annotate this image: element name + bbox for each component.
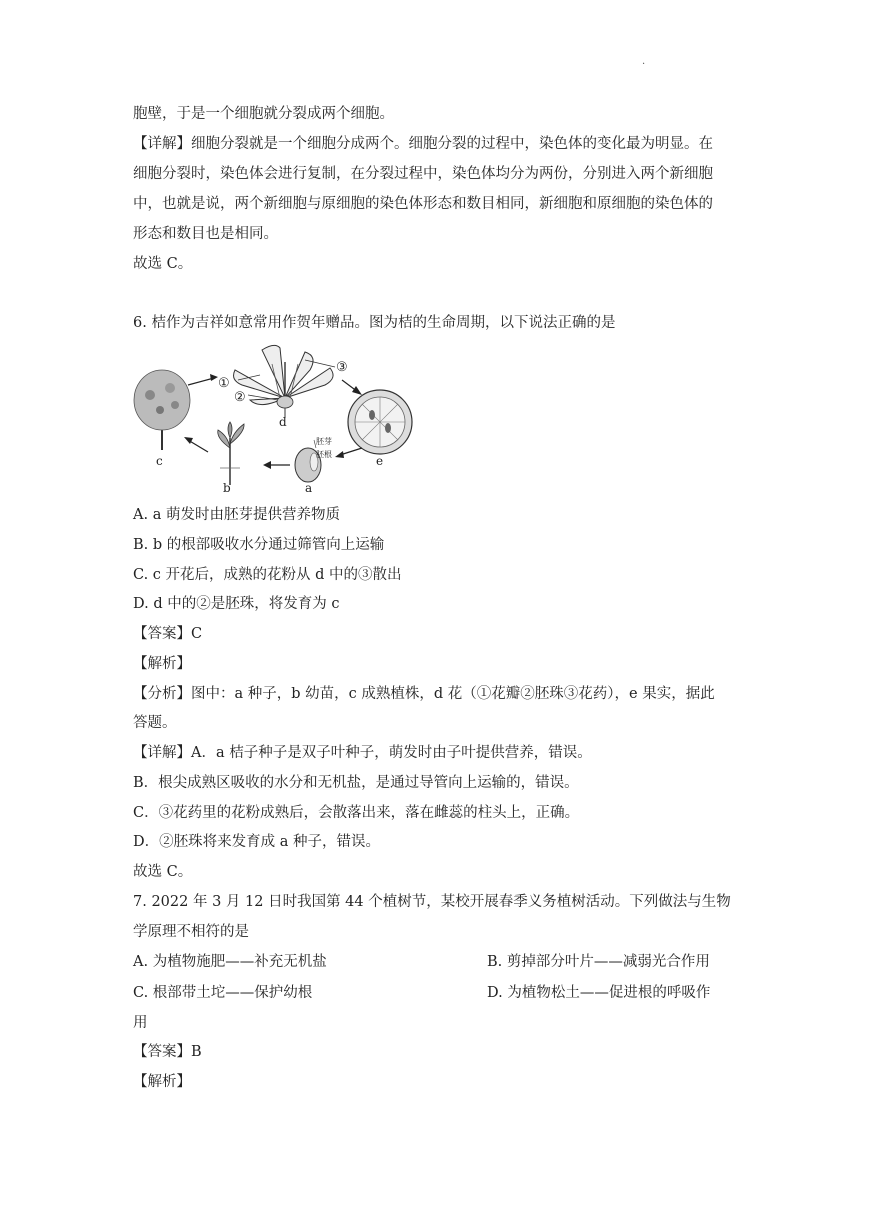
q6-analysis-line: D．②胚珠将来发育成 a 种子，错误。 — [133, 834, 380, 850]
q7-option-c: C. 根部带土坨——保护幼根 — [133, 985, 313, 1001]
text-line: 中，也就是说，两个新细胞与原细胞的染色体形态和数目相同，新细胞和原细胞的染色体的 — [133, 196, 713, 212]
q7-option-a: A. 为植物施肥——补充无机盐 — [133, 954, 327, 970]
seedling-illustration — [218, 422, 244, 485]
q7-answer: 【答案】B — [133, 1044, 202, 1060]
q6-option-d: D. d 中的②是胚珠，将发育为 c — [133, 596, 340, 612]
q6-analysis-line: 答题。 — [133, 715, 177, 731]
mature-plant-illustration — [134, 370, 190, 450]
text-line: 细胞分裂时，染色体会进行复制，在分裂过程中，染色体均分为两份，分别进入两个新细胞 — [133, 166, 713, 182]
page-marker: . — [642, 56, 646, 67]
q6-option-c: C. c 开花后，成熟的花粉从 d 中的③散出 — [133, 567, 402, 583]
text-line: 故选 C。 — [133, 256, 193, 272]
question-7-stem-cont: 学原理不相符的是 — [133, 924, 249, 940]
q6-answer: 【答案】C — [133, 626, 203, 642]
label-1: ① — [218, 376, 230, 391]
label-c: c — [156, 454, 163, 468]
q7-option-d: D. 为植物松土——促进根的呼吸作 — [487, 985, 711, 1001]
q6-option-b: B. b 的根部吸收水分通过筛管向上运输 — [133, 537, 385, 553]
text-line: 形态和数目也是相同。 — [133, 226, 278, 242]
q7-option-d-cont: 用 — [133, 1015, 148, 1031]
q6-option-a: A. a 萌发时由胚芽提供营养物质 — [133, 507, 340, 523]
question-6-stem: 6. 桔作为吉祥如意常用作贺年赠品。图为桔的生命周期，以下说法正确的是 — [133, 315, 616, 331]
q6-analysis-line: 故选 C。 — [133, 864, 193, 880]
label-2: ② — [234, 390, 246, 405]
q6-analysis-line: 【详解】A．a 桔子种子是双子叶种子，萌发时由子叶提供营养，错误。 — [133, 745, 592, 761]
question-7-stem: 7. 2022 年 3 月 12 日时我国第 44 个植树节，某校开展春季义务植树活动。下列做法与生物 — [133, 894, 731, 910]
fruit-illustration — [348, 390, 412, 454]
text-line: 【详解】细胞分裂就是一个细胞分成两个。细胞分裂的过程中，染色体的变化最为明显。在 — [133, 136, 713, 152]
q7-analysis-heading: 【解析】 — [133, 1074, 191, 1090]
q7-option-b: B. 剪掉部分叶片——减弱光合作用 — [487, 954, 710, 970]
label-d: d — [279, 415, 287, 429]
label-e: e — [376, 454, 384, 468]
orange-life-cycle-diagram — [130, 340, 420, 495]
q6-analysis-heading: 【解析】 — [133, 656, 191, 672]
label-embryo-root: 胚根 — [316, 450, 332, 459]
label-3: ③ — [336, 360, 348, 375]
q6-analysis-line: B．根尖成熟区吸收的水分和无机盐，是通过导管向上运输的，错误。 — [133, 775, 579, 791]
flower-illustration — [234, 345, 334, 418]
q6-analysis-line: 【分析】图中：a 种子，b 幼苗，c 成熟植株，d 花（①花瓣②胚珠③花药），e 果实，据此 — [133, 686, 715, 702]
label-embryo-bud: 胚芽 — [316, 437, 332, 446]
text-line: 胞壁，于是一个细胞就分裂成两个细胞。 — [133, 106, 394, 122]
q6-analysis-line: C．③花药里的花粉成熟后，会散落出来，落在雌蕊的柱头上，正确。 — [133, 805, 580, 821]
label-b: b — [223, 481, 231, 495]
label-a: a — [305, 481, 313, 495]
